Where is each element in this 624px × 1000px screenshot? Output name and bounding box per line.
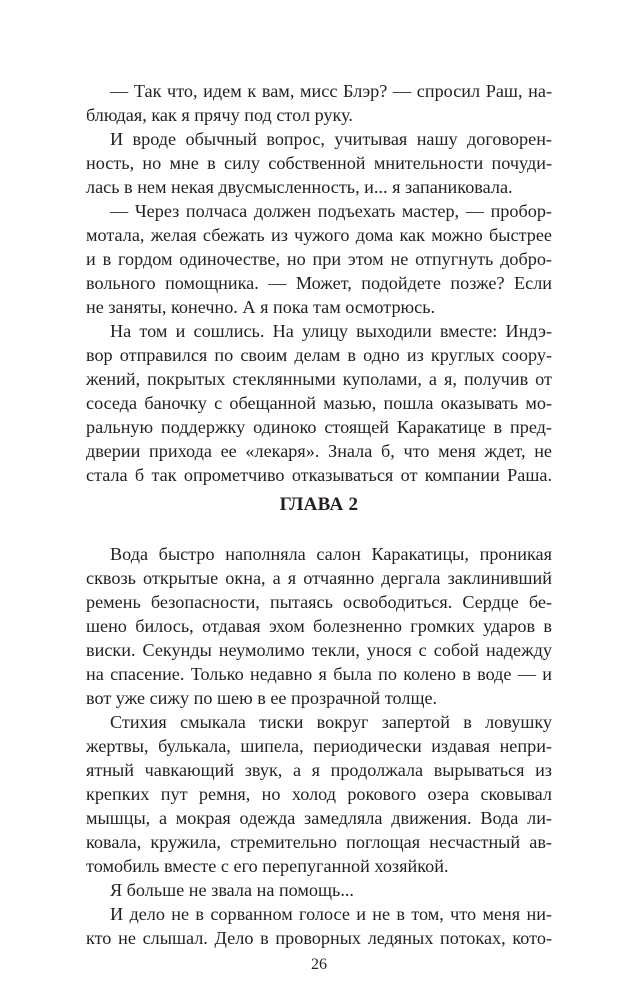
- text-line: И дело не в сорванном голосе и не в том, что меня ни-: [110, 904, 552, 924]
- text-line: Вода быстро наполняла салон Каракатицы, проникая: [110, 544, 552, 564]
- text-line: ремень безопасности, пытаясь освободиться. Сердце бе-: [86, 592, 552, 612]
- text-line: не заняты, конечно. А я пока там осмотрюсь.: [86, 297, 436, 317]
- text-line: жений, покрытых стеклянными куполами, а я, получив от: [86, 369, 552, 389]
- text-line: крепких пут ремня, но холод рокового озера сковывал: [86, 784, 552, 804]
- text-line: вольного помощника. — Может, подойдете позже? Если: [86, 273, 552, 293]
- text-line: Я больше не звала на помощь...: [110, 880, 354, 900]
- page-number: 26: [311, 956, 327, 973]
- text-line: — Через полчаса должен подъехать мастер, — пробор-: [110, 201, 552, 221]
- text-line: кто не слышал. Дело в проворных ледяных потоках, кото-: [86, 928, 552, 948]
- text-line: томобиль вместе с его перепуганной хозяйкой.: [86, 856, 449, 876]
- text-line: вот уже сижу по шею в ее прозрачной толще.: [86, 688, 438, 708]
- text-line: ковала, кружила, стремительно поглощая несчастный ав-: [86, 832, 552, 852]
- text-line: ятный чавкающий звук, а я продолжала вырываться из: [86, 760, 552, 780]
- text-line: на спасение. Только недавно я была по колено в воде — и: [86, 664, 552, 684]
- text-line: Стихия смыкала тиски вокруг запертой в ловушку: [110, 712, 552, 732]
- text-line: блюдая, как я прячу под стол руку.: [86, 105, 353, 125]
- text-line: жертвы, булькала, шипела, периодически издавая непри-: [86, 736, 552, 756]
- text-line: ность, но мне в силу собственной мнительности почуди-: [86, 153, 552, 173]
- text-line: И вроде обычный вопрос, учитывая нашу договорен-: [110, 129, 552, 149]
- text-line: сквозь открытые окна, а я отчаянно дергала заклинивший: [86, 568, 552, 588]
- text-line: лась в нем некая двусмысленность, и... я запаниковала.: [86, 177, 513, 197]
- text-line: мотала, желая сбежать из чужого дома как можно быстрее: [86, 225, 552, 245]
- text-line: мышцы, а мокрая одежда замедляла движения. Вода ли-: [86, 808, 552, 828]
- text-line: ральную поддержку одиноко стоящей Каракатице в пред-: [86, 417, 552, 437]
- text-line: и в гордом одиночестве, но при этом не отпугнуть добро-: [86, 249, 552, 269]
- text-line: шено билось, отдавая эхом болезненно громких ударов в: [86, 616, 552, 636]
- text-line: виски. Секунды неумолимо текли, унося с собой надежду: [86, 640, 552, 660]
- text-line: дверии прихода ее «лекаря». Знала б, что меня ждет, не: [86, 441, 552, 461]
- text-line: вор отправился по своим делам в одно из круглых соору-: [86, 345, 552, 365]
- text-line: стала б так опрометчиво отказываться от компании Раша.: [86, 465, 552, 485]
- text-line: соседа баночку с обещанной мазью, пошла оказывать мо-: [86, 393, 552, 413]
- text-line: — Так что, идем к вам, мисс Блэр? — спросил Раш, на-: [110, 81, 552, 101]
- text-line: На том и сошлись. На улицу выходили вместе: Индэ-: [110, 321, 552, 341]
- chapter-title: ГЛАВА 2: [279, 494, 359, 515]
